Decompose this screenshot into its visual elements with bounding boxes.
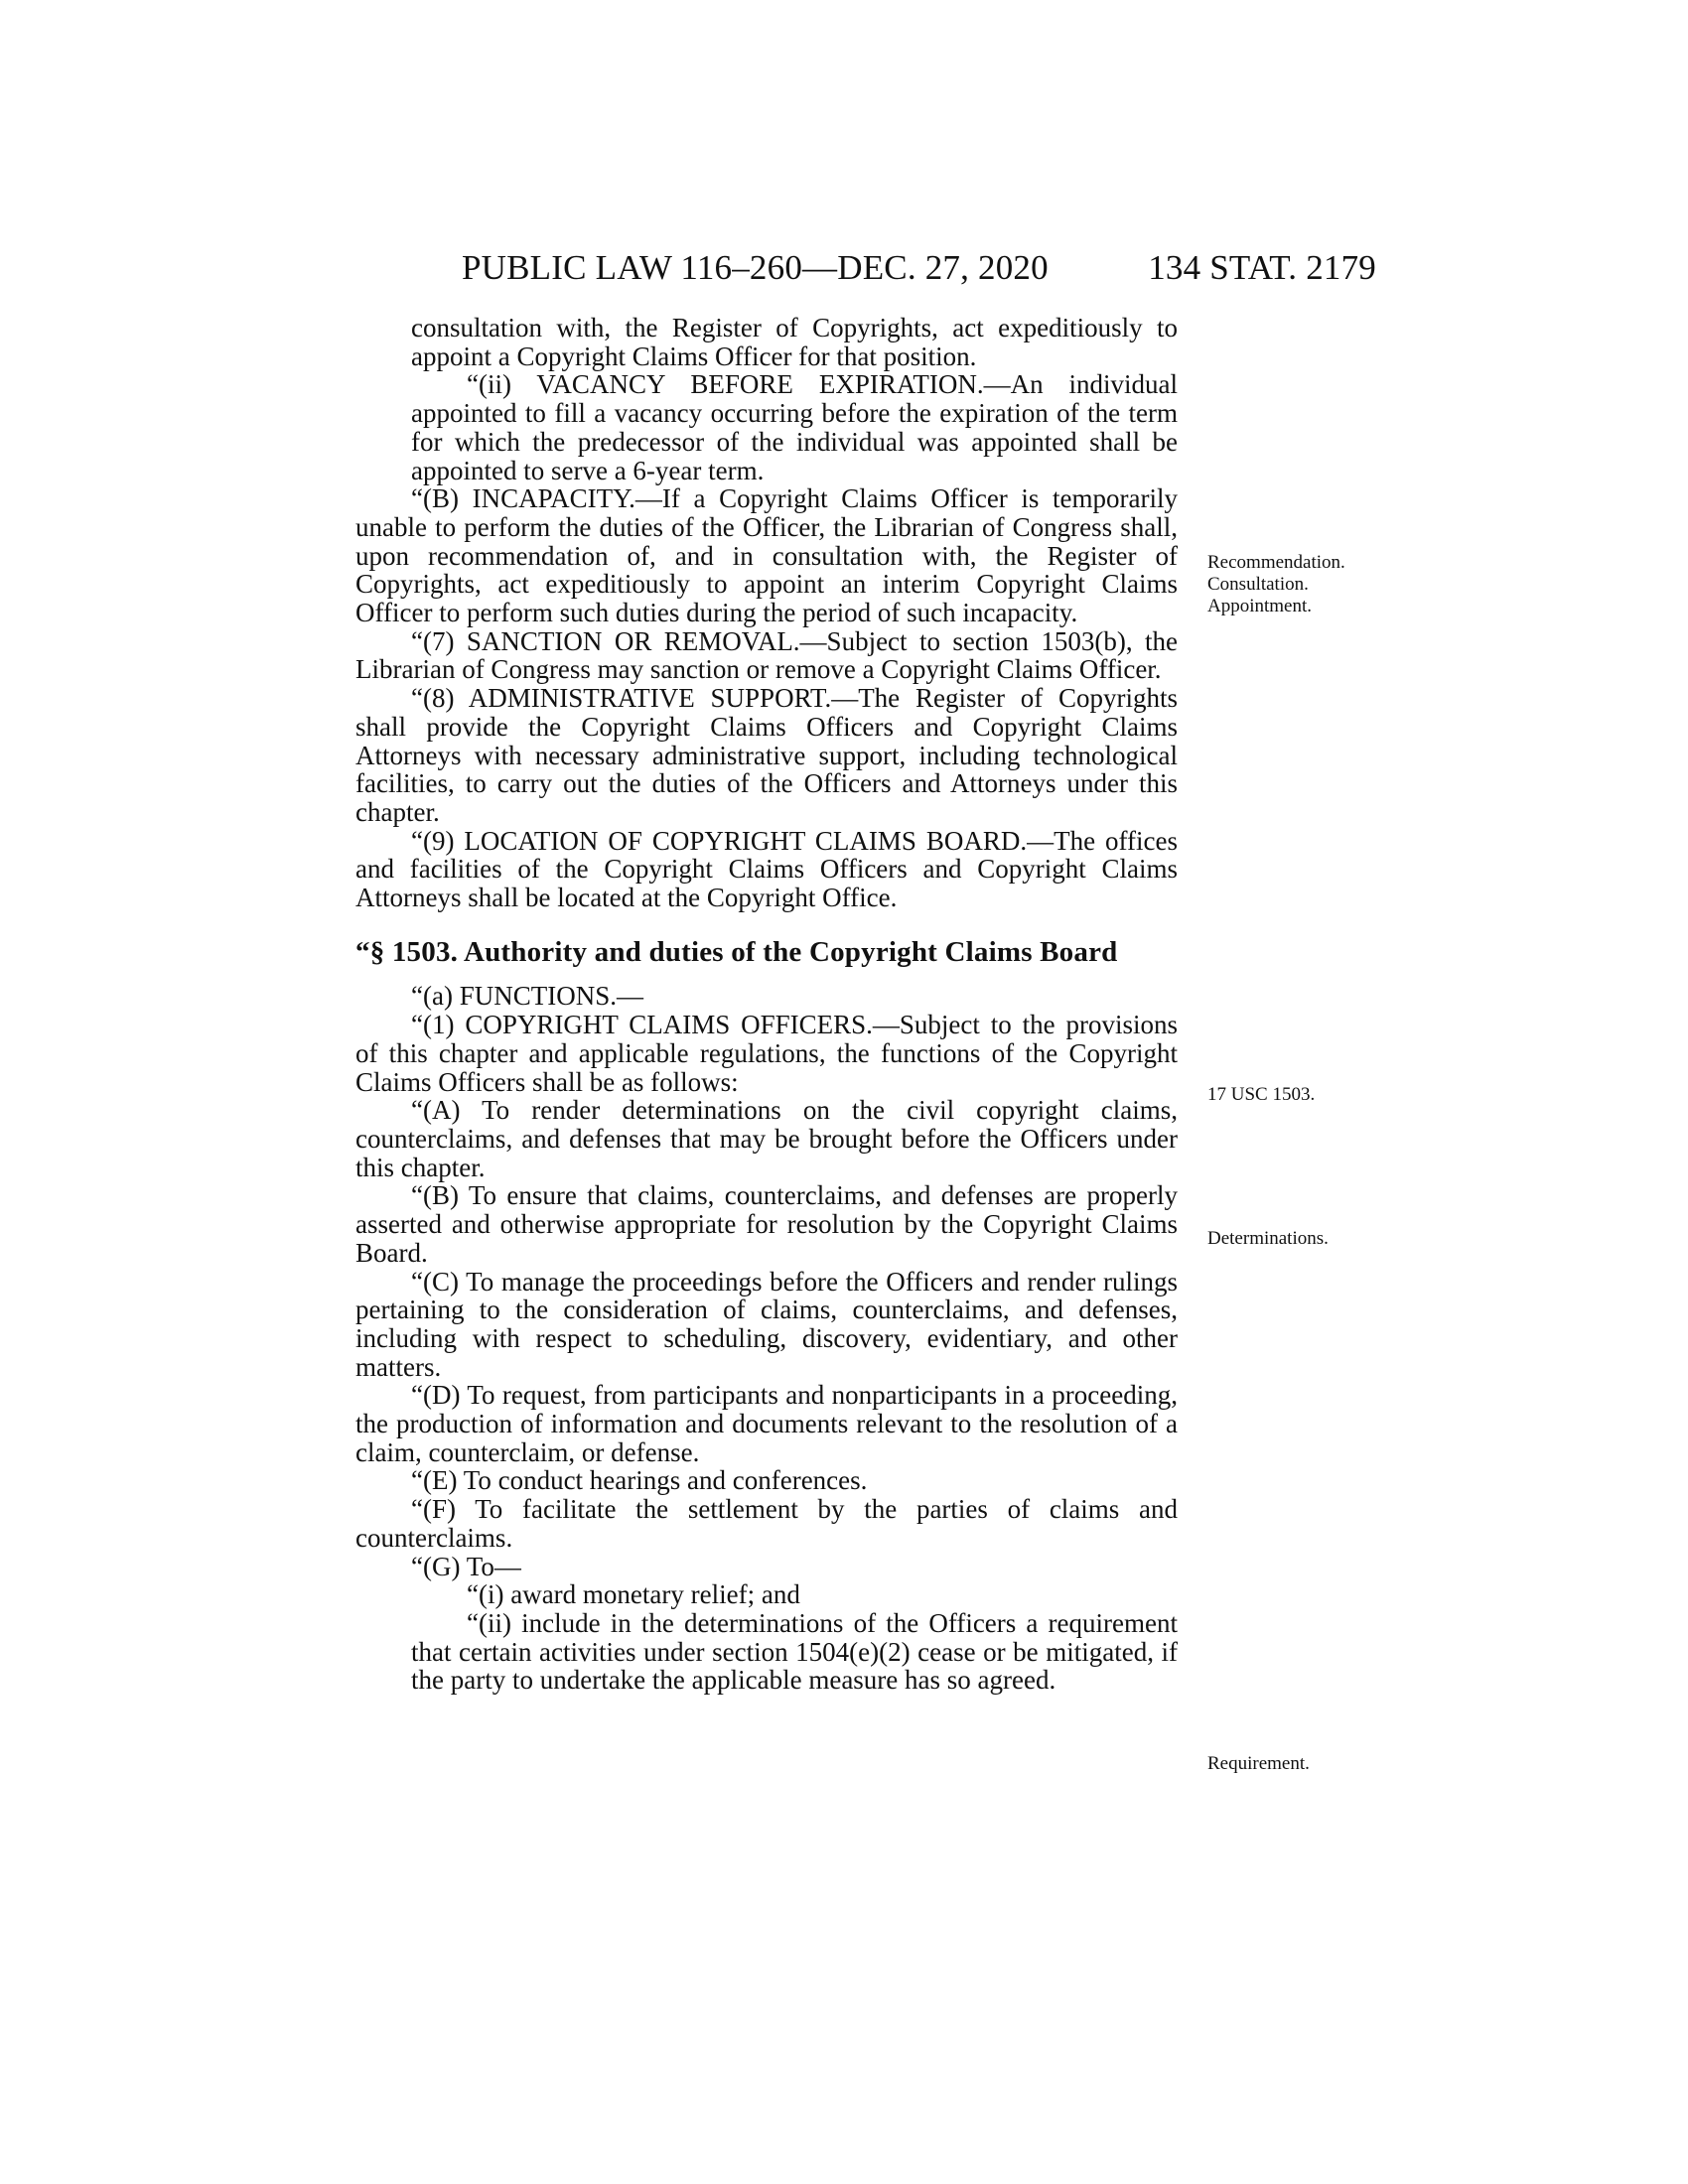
margin-note-recommendation: Recommendation. Consultation. Appointment. [1207, 552, 1345, 616]
body-text [355, 314, 1178, 1695]
paragraph: “(ii) include in the determinations of the Officers a requirement that certain activities under section 1504(e)(2) cease or be mitigated, if the party to undertake the applicable measure has so agreed. [411, 1607, 1178, 1696]
paragraph: “(C) To manage the proceedings before the Officers and render rulings pertaining to the consideration of claims, counterclaims, and defenses, including with respect to scheduling, discovery, evidentiary, and other matters. [355, 1266, 1178, 1382]
margin-note-determinations: Determinations. [1207, 1228, 1329, 1249]
paragraph: “(E) To conduct hearings and conferences. [411, 1465, 868, 1496]
paragraph: “(8) ADMINISTRATIVE SUPPORT.—The Register of Copyrights shall provide the Copyright Claims Officers and Copyright Claims Attorneys with necessary administrative support, including technological facilities, to carry out the duties of the Officers and Attorneys under this chapter. [355, 683, 1178, 827]
paragraph: “(1) COPYRIGHT CLAIMS OFFICERS.—Subject to the provisions of this chapter and applicable regulations, the functions of the Copyright Claims Officers shall be as follows: [355, 1010, 1178, 1097]
section-heading: “§ 1503. Authority and duties of the Copyright Claims Board [355, 935, 1118, 968]
page-header-left: PUBLIC LAW 116–260—DEC. 27, 2020 [462, 248, 1049, 287]
paragraph: “(B) INCAPACITY.—If a Copyright Claims Officer is temporarily unable to perform the duties of the Officer, the Librarian of Congress shall, upon recommendation of, and in consultation with, the Register of Copyrights, act expeditiously to appoint an interim Copyright Claims Officer to perform such duties during the period of such incapacity. [355, 483, 1178, 628]
paragraph: “(B) To ensure that claims, counterclaims, and defenses are properly asserted and otherwise appropriate for resolution by the Copyright Claims Board. [355, 1180, 1178, 1268]
paragraph: “(a) FUNCTIONS.— [411, 981, 643, 1012]
paragraph: “(A) To render determinations on the civil copyright claims, counterclaims, and defenses that may be brought before the Officers under this chapter. [355, 1095, 1178, 1182]
paragraph: “(G) To— [411, 1551, 521, 1581]
paragraph: “(9) LOCATION OF COPYRIGHT CLAIMS BOARD.—The offices and facilities of the Copyright Claims Officers and Copyright Claims Attorneys shall be located at the Copyright Office. [355, 825, 1178, 913]
paragraph: “(i) award monetary relief; and [467, 1579, 800, 1610]
paragraph: “(ii) VACANCY BEFORE EXPIRATION.—An individual appointed to fill a vacancy occurring before the expiration of the term for which the predecessor of the individual was appointed shall be appointed to serve a 6-year term. [411, 369, 1178, 485]
margin-note-usc: 17 USC 1503. [1207, 1084, 1316, 1105]
paragraph: “(D) To request, from participants and nonparticipants in a proceeding, the production of information and documents relevant to the resolution of a claim, counterclaim, or defense. [355, 1380, 1178, 1467]
paragraph: consultation with, the Register of Copyrights, act expeditiously to appoint a Copyright Claims Officer for that position. [411, 313, 1178, 371]
page-header-right: 134 STAT. 2179 [1148, 248, 1376, 287]
margin-note-requirement: Requirement. [1207, 1753, 1310, 1774]
paragraph: “(F) To facilitate the settlement by the parties of claims and counterclaims. [355, 1494, 1178, 1553]
paragraph: “(7) SANCTION OR REMOVAL.—Subject to section 1503(b), the Librarian of Congress may sanction or remove a Copyright Claims Officer. [355, 625, 1178, 685]
